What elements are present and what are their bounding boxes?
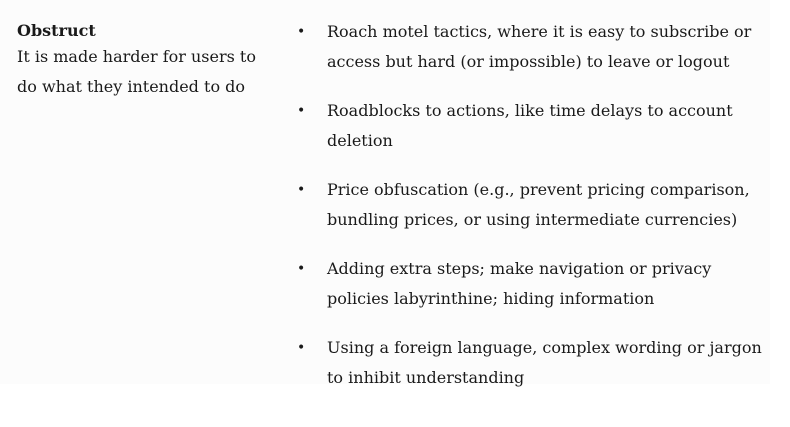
list-item-text: Roach motel tactics, where it is easy to subscribe or access but hard (or impossible) to leave or logout — [327, 22, 752, 71]
bullet-icon: • — [297, 340, 306, 356]
list-item — [297, 175, 767, 235]
category-description: It is made harder for users to do what they intended to do — [17, 47, 256, 96]
list-item-text: Price obfuscation (e.g., prevent pricing comparison, bundling prices, or using intermediate currencies) — [327, 180, 750, 229]
bullet-icon: • — [297, 182, 306, 198]
list-item-text: Roadblocks to actions, like time delays to account deletion — [327, 101, 733, 150]
list-item — [297, 17, 767, 77]
bullet-icon: • — [297, 24, 306, 40]
list-item-text: Adding extra steps; make navigation or privacy policies labyrinthine; hiding information — [327, 259, 712, 308]
category-column — [17, 20, 277, 102]
tactics-list — [297, 17, 767, 412]
bullet-icon: • — [297, 103, 306, 119]
list-item — [297, 96, 767, 156]
list-item-text: Using a foreign language, complex wording or jargon to inhibit understanding — [327, 338, 762, 387]
list-item — [297, 254, 767, 314]
category-heading: Obstruct — [17, 21, 96, 40]
bullet-icon: • — [297, 261, 306, 277]
list-item — [297, 333, 767, 393]
